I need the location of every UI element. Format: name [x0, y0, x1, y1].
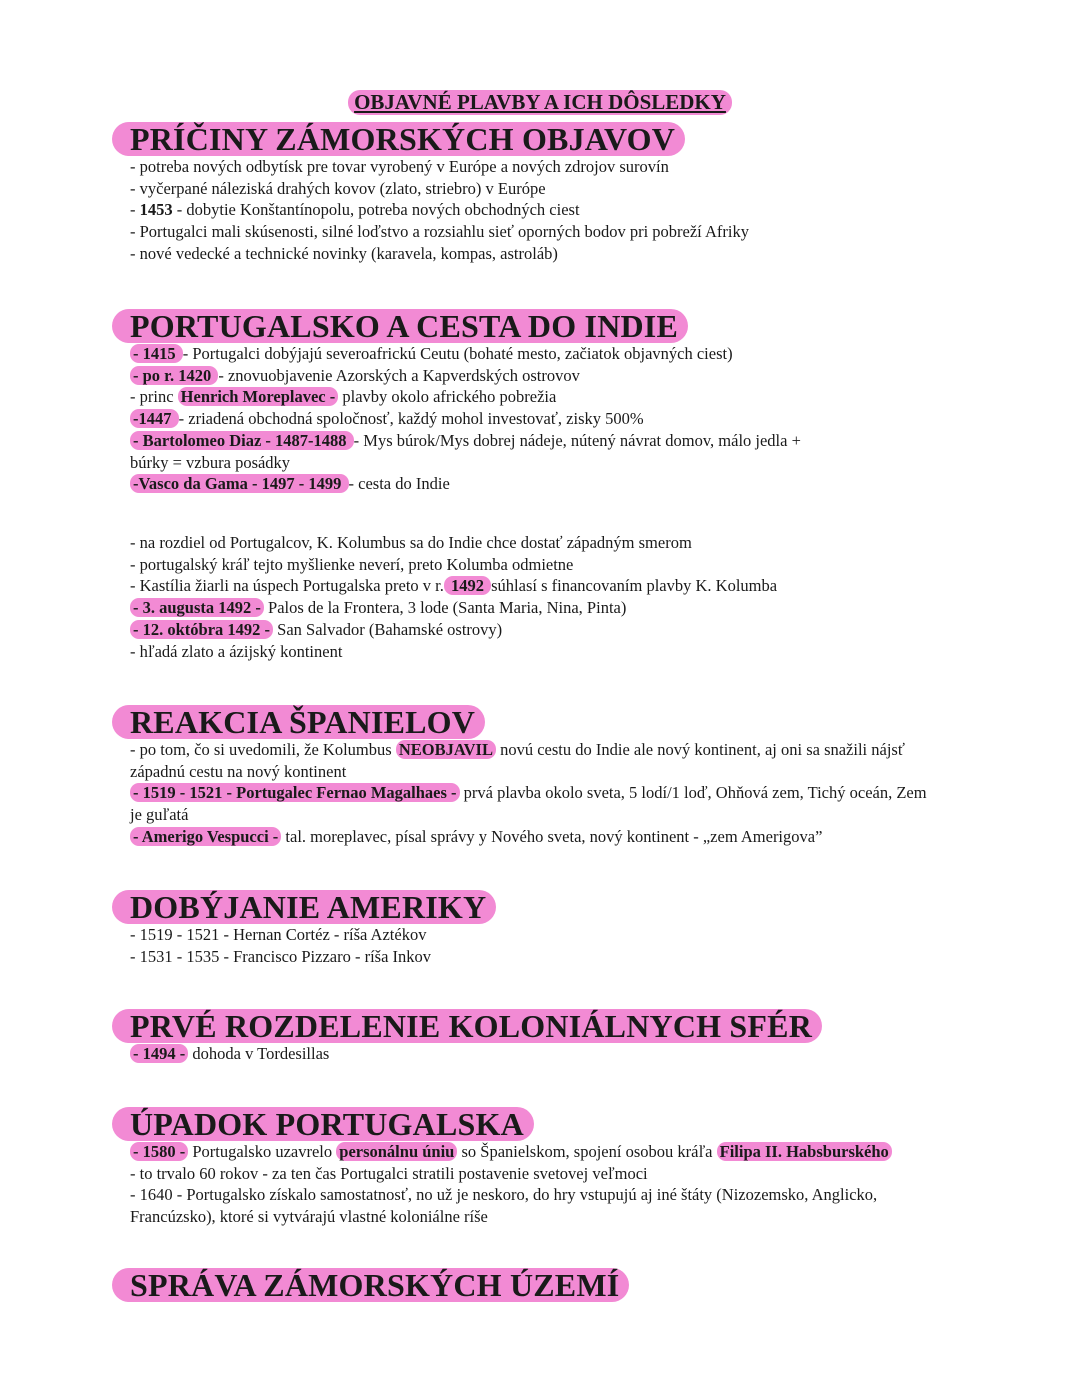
- list-item: [130, 430, 830, 473]
- section-body: [130, 924, 962, 967]
- highlight: Filipa II. Habsburského: [717, 1142, 892, 1161]
- section-columbus: [112, 532, 962, 662]
- text-run: - dobytie Konštantínopolu, potreba nových obchodných ciest: [172, 200, 580, 220]
- text-run: Portugalsko uzavrelo: [188, 1142, 337, 1161]
- list-item: [130, 782, 930, 825]
- list-item: [130, 473, 962, 495]
- section-spanish-reaction: [112, 705, 962, 848]
- list-item: [130, 408, 962, 430]
- section-heading: PORTUGALSKO A CESTA DO INDIE: [112, 309, 688, 343]
- section-heading: DOBÝJANIE AMERIKY: [112, 890, 496, 924]
- text-run: - Portugalci dobýjajú severoafrickú Ceutu (bohaté mesto, začiatok objavných ciest): [182, 344, 733, 363]
- document-title: [0, 90, 1080, 115]
- text-run: - Kastília žiarli na úspech Portugalska preto v r.: [130, 576, 444, 596]
- text-run: - znovuobjavenie Azorských a Kapverdských ostrovov: [218, 365, 580, 385]
- highlight: - Bartolomeo Diaz - 1487-1488: [130, 431, 354, 450]
- document-title-text: OBJAVNÉ PLAVBY A ICH DÔSLEDKY: [348, 90, 732, 115]
- section-colonial-spheres: [112, 1009, 962, 1065]
- section-body: [130, 1141, 962, 1228]
- list-item: [130, 1043, 962, 1065]
- section-heading: SPRÁVA ZÁMORSKÝCH ÚZEMÍ: [112, 1268, 629, 1302]
- text-run: - princ: [130, 387, 178, 407]
- list-item: - na rozdiel od Portugalcov, K. Kolumbus sa do Indie chce dostať západným smerom: [130, 533, 692, 552]
- list-item: [130, 365, 962, 387]
- text-run: -: [130, 200, 140, 220]
- text-run: tal. moreplavec, písal správy y Nového sveta, nový kontinent - „zem Amerigova”: [281, 826, 823, 846]
- text-run: plavby okolo afrického pobrežia: [338, 387, 557, 407]
- highlight: - 3. augusta 1492 -: [130, 598, 264, 617]
- section-body: [130, 343, 962, 495]
- text-run: súhlasí s financovaním plavby K. Kolumba: [491, 576, 778, 596]
- highlight: - 1580 -: [130, 1142, 188, 1161]
- list-item: - 1531 - 1535 - Francisco Pizzaro - ríša Inkov: [130, 946, 432, 966]
- list-item: - nové vedecké a technické novinky (karavela, kompas, astroláb): [130, 243, 558, 263]
- date-bold: 1453: [139, 200, 173, 220]
- text-run: - zriadená obchodná spoločnosť, každý mohol investovať, zisky 500%: [178, 409, 644, 429]
- list-item: - portugalský kráľ tejto myšlienke neverí, preto Kolumba odmietne: [130, 554, 574, 574]
- list-item: - hľadá zlato a ázijský kontinent: [130, 641, 343, 661]
- text-run: - po tom, čo si uvedomili, že Kolumbus: [130, 740, 396, 759]
- list-item: [130, 343, 962, 365]
- highlight: 1492: [444, 576, 491, 595]
- highlight: personálnu úniu: [336, 1142, 457, 1161]
- list-item: [130, 1141, 962, 1163]
- highlight: - 1494 -: [130, 1044, 188, 1063]
- list-item: - vyčerpané náleziská drahých kovov (zlato, striebro) v Európe: [130, 178, 546, 198]
- section-body: [130, 532, 962, 662]
- highlight: -1447: [130, 409, 179, 428]
- list-item: [130, 826, 962, 848]
- section-body: [130, 739, 962, 848]
- section-body: [130, 156, 962, 265]
- section-heading: ÚPADOK PORTUGALSKA: [112, 1107, 534, 1141]
- list-item: [130, 739, 950, 782]
- list-item: [130, 619, 962, 641]
- highlight: - 12. októbra 1492 -: [130, 620, 273, 639]
- section-portugal-decline: [112, 1107, 962, 1228]
- list-item: [130, 199, 962, 221]
- highlight: - 1519 - 1521 - Portugalec Fernao Magalhaes -: [130, 783, 460, 802]
- list-item: - to trvalo 60 rokov - za ten čas Portugalci stratili postavenie svetovej veľmoci: [130, 1163, 648, 1183]
- highlight: -Vasco da Gama - 1497 - 1499: [130, 474, 349, 493]
- highlight: Henrich Moreplavec -: [178, 387, 339, 406]
- section-heading: PRÍČINY ZÁMORSKÝCH OBJAVOV: [112, 122, 685, 156]
- section-portugal-india: [112, 309, 962, 495]
- highlight: NEOBJAVIL: [396, 740, 496, 759]
- text-run: - cesta do Indie: [348, 474, 450, 494]
- text-run: so Španielskom, spojení osobou kráľa: [457, 1142, 717, 1161]
- list-item: [130, 575, 962, 597]
- section-conquest: [112, 890, 962, 967]
- section-body: [130, 1043, 962, 1065]
- text-run: novú cestu do Indie ale nový kontinent, aj oni sa snažili nájsť západnú cestu na nový kontinent: [130, 740, 905, 781]
- text-run: dohoda v Tordesillas: [188, 1044, 330, 1063]
- text-run: San Salvador (Bahamské ostrovy): [273, 619, 503, 639]
- highlight: - 1415: [130, 344, 183, 363]
- list-item: - 1519 - 1521 - Hernan Cortéz - ríša Aztékov: [130, 925, 427, 944]
- section-heading: PRVÉ ROZDELENIE KOLONIÁLNYCH SFÉR: [112, 1009, 822, 1043]
- text-run: - Mys búrok/Mys dobrej nádeje, nútený návrat domov, málo jedla + búrky = vzbura posádky: [130, 430, 801, 472]
- text-run: Palos de la Frontera, 3 lode (Santa Maria, Nina, Pinta): [263, 598, 627, 618]
- highlight: - Amerigo Vespucci -: [130, 827, 281, 846]
- highlight: - po r. 1420: [130, 366, 218, 385]
- list-item: - 1640 - Portugalsko získalo samostatnosť, no už je neskoro, do hry vstupujú aj iné štáty (Nizozemsko, Anglicko, Francúzsko), ktoré si vytvárajú vlastné koloniálne ríše: [130, 1185, 878, 1227]
- list-item: - Portugalci mali skúsenosti, silné loďstvo a rozsiahlu sieť oporných bodov pri pobreží Afriky: [130, 222, 749, 242]
- section-causes: [112, 122, 962, 265]
- list-item: [130, 597, 962, 619]
- list-item: [130, 386, 962, 408]
- section-heading: REAKCIA ŠPANIELOV: [112, 705, 485, 739]
- section-administration: [112, 1268, 962, 1302]
- list-item: - potreba nových odbytísk pre tovar vyrobený v Európe a nových zdrojov surovín: [130, 157, 669, 176]
- text-run: prvá plavba okolo sveta, 5 lodí/1 loď, Ohňová zem, Tichý oceán, Zem je guľatá: [130, 783, 927, 825]
